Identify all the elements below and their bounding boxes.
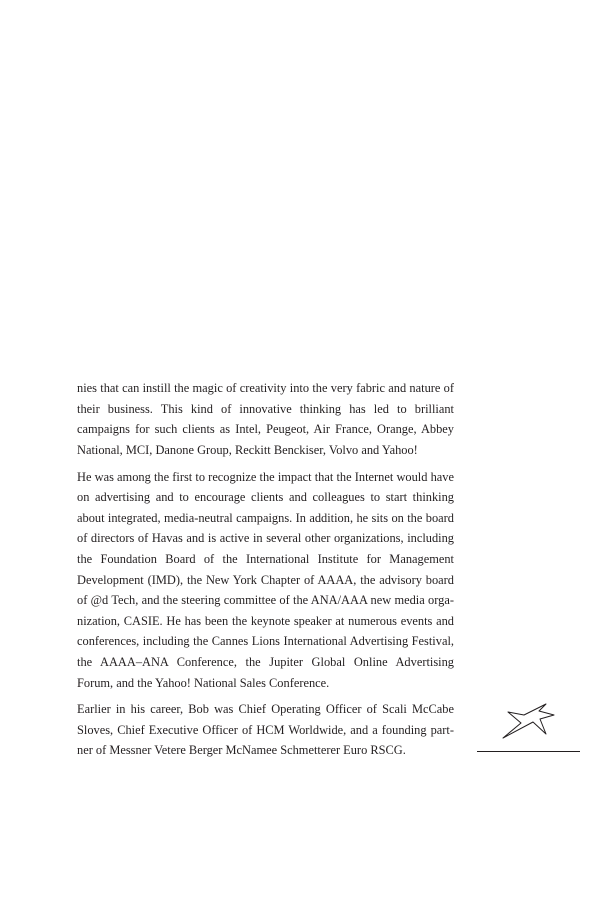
- paragraph-1: nies that can instill the magic of creativity into the very fabric and nature of their business. This kind of innovative thinking has led to brilliant campaigns for such clients as Intel, Peugeot, Air France, Orange, Abbey National, MCI, Danone Group, Reckitt Benckiser, Volvo and Yahoo!: [77, 381, 454, 457]
- paragraph-2: He was among the first to recognize the impact that the Internet would have on advertising and to encourage clients and colleagues to start thinking about integrated, media-neutral campaigns. In addition, he sits on the board of directors of Havas and is active in several other organizations, including the Foundation Board of the International Institute for Management Development (IMD), the New York Chapter of AAAA, the advisory board of @d Tech, and the steering committee of the ANA/AAA new media organization, CASIE. He has been the keynote speaker at numerous events and conferences, including the Cannes Lions International Advertising Festival, the AAAA–ANA Conference, the Jupiter Global Online Advertising Forum, and the Yahoo! National Sales Conference.: [77, 469, 454, 690]
- star-icon: [502, 703, 556, 741]
- body-text: [77, 378, 454, 767]
- paragraph-3: Earlier in his career, Bob was Chief Operating Officer of Scali McCabe Sloves, Chief Executive Officer of HCM Worldwide, and a founding partner of Messner Vetere Berger McNamee Schmetterer Euro RSCG.: [77, 702, 454, 758]
- footer-rule: [477, 751, 580, 752]
